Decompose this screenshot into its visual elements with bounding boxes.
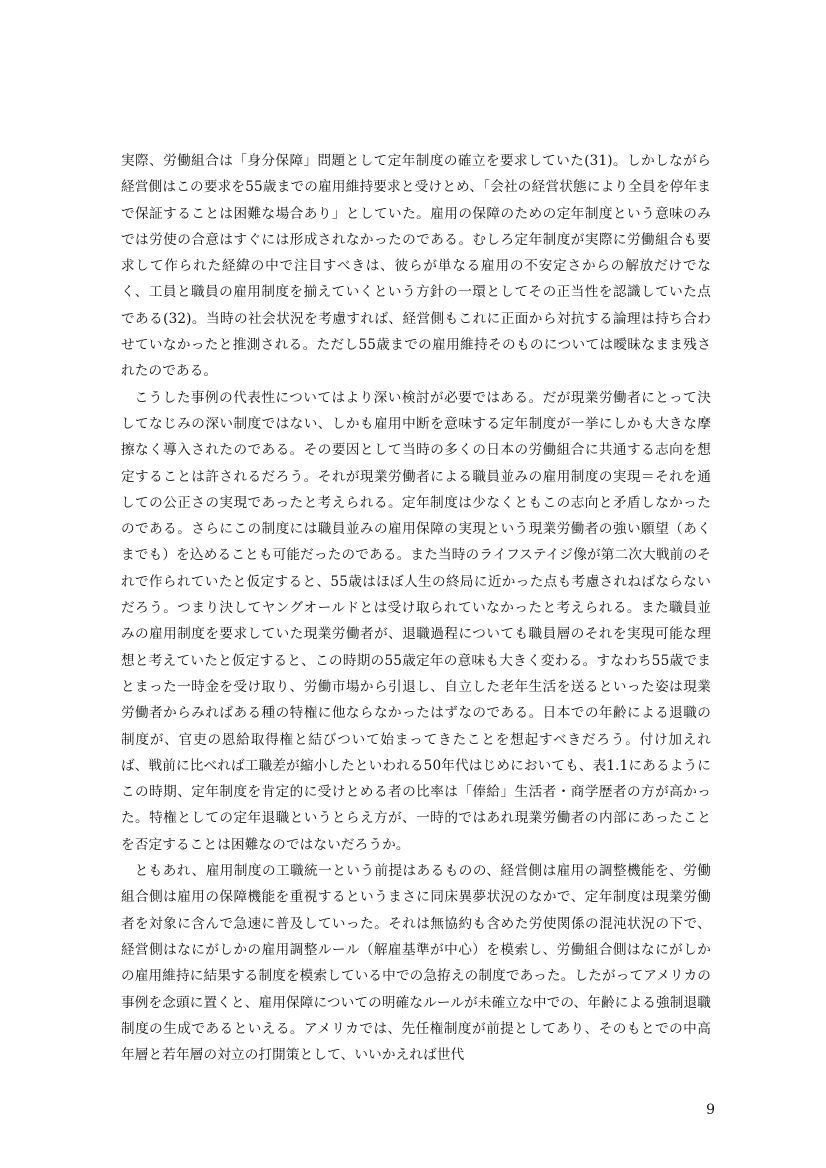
paragraph-3: ともあれ、雇用制度の工職統一という前提はあるものの、経営側は雇用の調整機能を、労働組合側は雇用の保障機能を重視するというまさに同床異夢状況のなかで、定年制度は現業労働者を対象に含んで急速に普及していった。それは無協約も含めた労使関係の混沌状況の下で、経営側はなにがしかの雇用調整ルール（解雇基準が中心）を模索し、労働組合側はなにがしかの雇用維持に結果する制度を模索している中での急拵えの制度であった。したがってアメリカの事例を念頭に置くと、雇用保障についての明確なルールが未確立な中での、年齢による強制退職制度の生成であるといえる。アメリカでは、先任権制度が前提としてあり、そのもとでの中高年層と若年層の対立の打開策として、いいかえれば世代 bbox=[121, 863, 711, 1064]
paragraph-1: 実際、労働組合は「身分保障」問題として定年制度の確立を要求していた(31)。しかしながら経営側はこの要求を55歳までの雇用維持要求と受けとめ、「会社の経営状態により全員を停年まで保証することは困難な場合あり」としていた。雇用の保障のための定年制度という意味のみでは労使の合意はすぐには形成されなかったのである。むしろ定年制度が実際に労働組合も要求して作られた経緯の中で注目すべきは、彼らが単なる雇用の不安定さからの解放だけでなく、工員と職員の雇用制度を揃えていくという方針の一環としてその正当性を認識していた点である(32)。当時の社会状況を考慮すれば、経営側もこれに正面から対抗する論理は持ち合わせていなかったと推測される。ただし55歳までの雇用維持そのものについては曖昧なまま残されたのである。 bbox=[121, 153, 711, 380]
body-text bbox=[121, 148, 711, 1068]
page-number: 9 bbox=[706, 1102, 715, 1118]
paragraph-2: こうした事例の代表性についてはより深い検討が必要ではある。だが現業労働者にとって決してなじみの深い制度ではない、しかも雇用中断を意味する定年制度が一挙にしかも大きな摩擦なく導入されたのである。その要因として当時の多くの日本の労働組合に共通する志向を想定することは許されるだろう。それが現業労働者による職員並みの雇用制度の実現＝それを通しての公正さの実現であったと考えられる。定年制度は少なくともこの志向と矛盾しなかったのである。さらにこの制度には職員並みの雇用保障の実現という現業労働者の強い願望（あくまでも）を込めることも可能だったのである。また当時のライフステイジ像が第二次大戦前のそれで作られていたと仮定すると、55歳はほぼ人生の終局に近かった点も考慮されねばならないだろう。つまり決してヤングオールドとは受け取られていなかったと考えられる。また職員並みの雇用制度を要求していた現業労働者が、退職過程についても職員層のそれを実現可能な理想と考えていたと仮定すると、この時期の55歳定年の意味も大きく変わる。すなわち55歳でまとまった一時金を受け取り、労働市場から引退し、自立した老年生活を送るといった姿は現業労働者からみればある種の特権に他ならなかったはずなのである。日本での年齢による退職の制度が、官吏の恩給取得権と結びついて始まってきたことを想起すべきだろう。付け加えれば、戦前に比べれば工職差が縮小したといわれる50年代はじめにおいても、表1.1にあるようにこの時期、定年制度を肯定的に受けとめる者の比率は「俸給」生活者・商学歴者の方が高かった。特権としての定年退職というとらえ方が、一時的ではあれ現業労働者の内部にあったことを否定することは困難なのではないだろうか。 bbox=[121, 389, 711, 853]
